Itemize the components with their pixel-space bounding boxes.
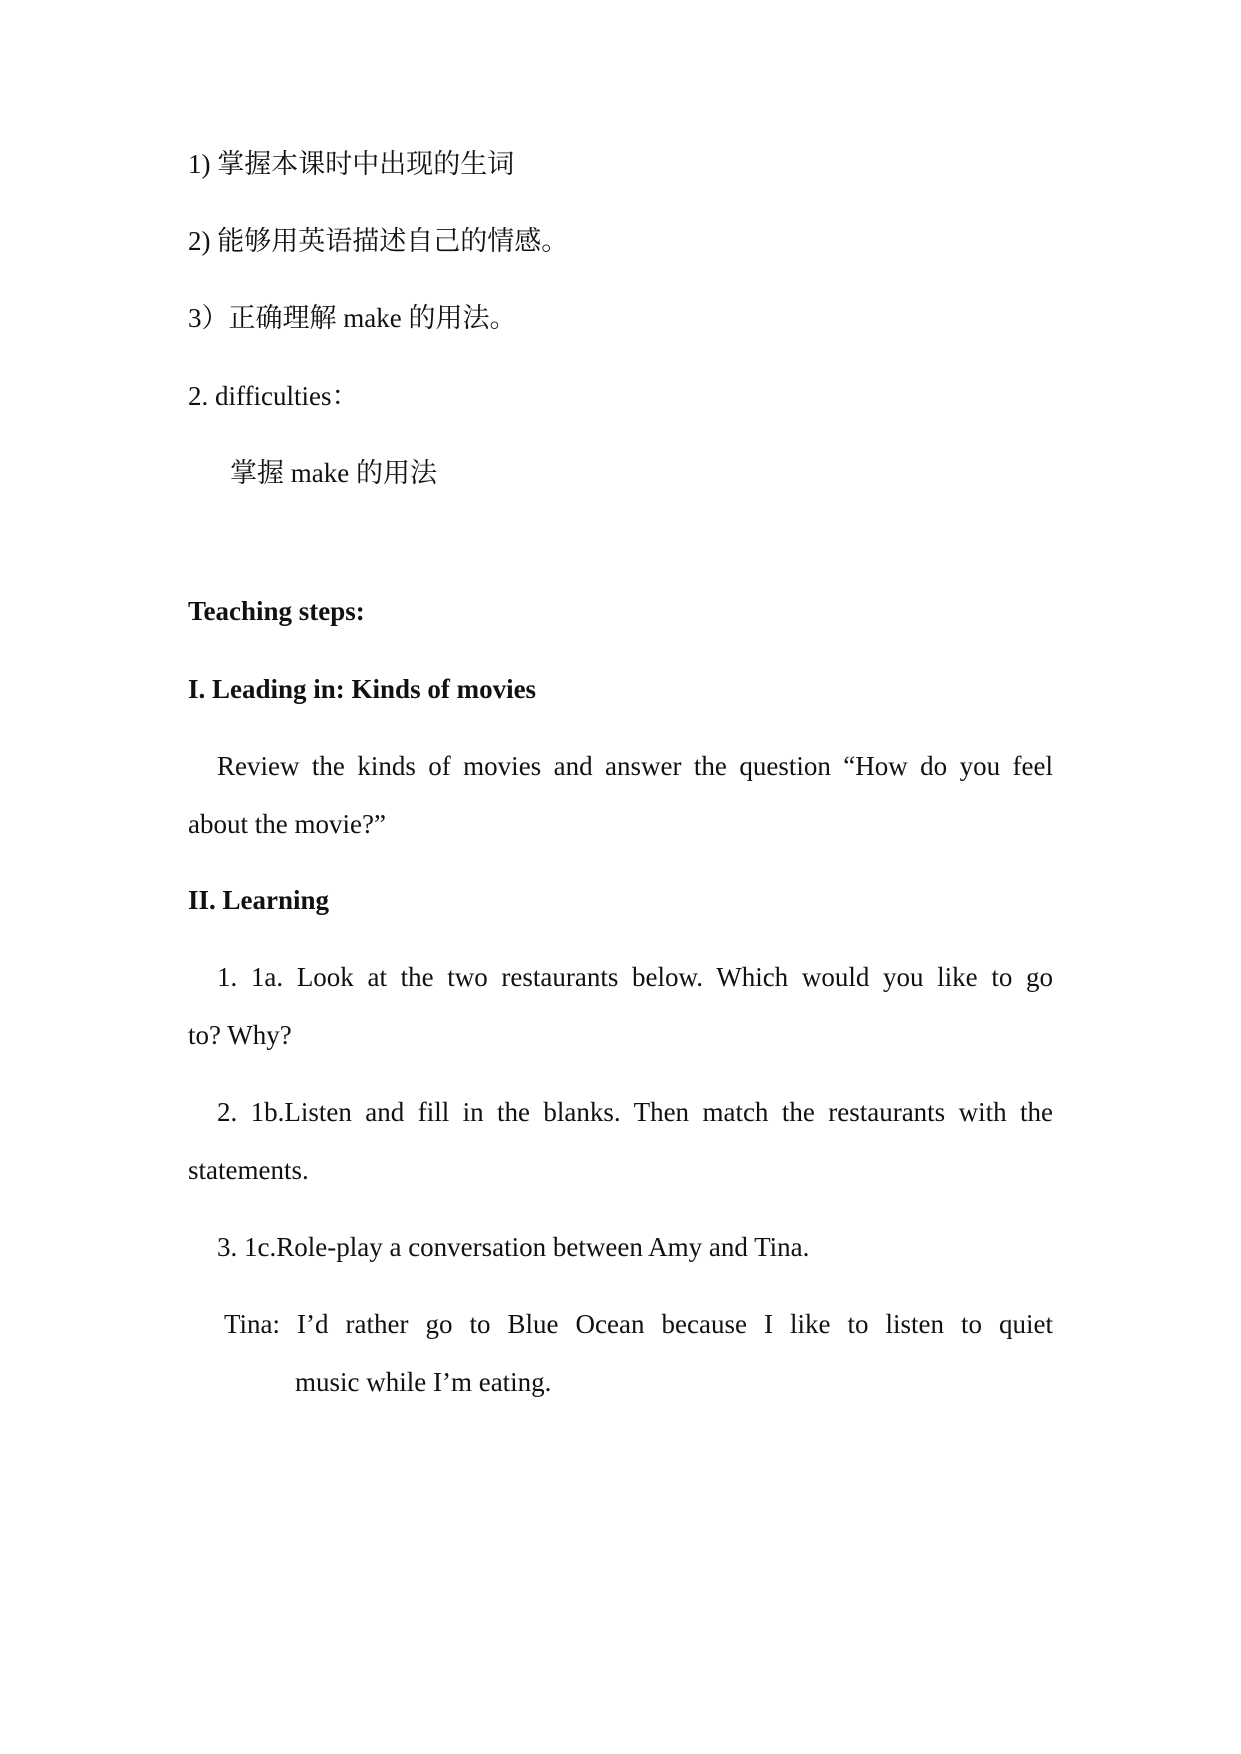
- dialogue-line-2: music while I’m eating.: [295, 1367, 552, 1397]
- item-2-line-2: statements.: [188, 1155, 309, 1185]
- objective-2: 2) 能够用英语描述自己的情感。: [188, 226, 569, 256]
- section-2-heading: II. Learning: [188, 885, 330, 915]
- teaching-steps-heading: Teaching steps:: [188, 596, 365, 626]
- section-1-heading: I. Leading in: Kinds of movies: [188, 674, 537, 704]
- section-1-line-1: Review the kinds of movies and answer the question “How do you feel: [217, 751, 1053, 781]
- item-1-line-2: to? Why?: [188, 1020, 292, 1050]
- difficulties-heading: 2. difficulties：: [188, 381, 359, 411]
- item-1-line-1: 1. 1a. Look at the two restaurants below. Which would you like to go: [217, 962, 1053, 992]
- item-3: 3. 1c.Role-play a conversation between Amy and Tina.: [217, 1232, 810, 1262]
- difficulties-text: 掌握 make 的用法: [230, 458, 437, 488]
- objective-3: 3）正确理解 make 的用法。: [188, 303, 517, 333]
- item-2-line-1: 2. 1b.Listen and fill in the blanks. Then match the restaurants with the: [217, 1097, 1053, 1127]
- section-1-line-2: about the movie?”: [188, 809, 386, 839]
- objective-1: 1) 掌握本课时中出现的生词: [188, 149, 515, 179]
- dialogue-line-1: Tina: I’d rather go to Blue Ocean because I like to listen to quiet: [224, 1309, 1053, 1339]
